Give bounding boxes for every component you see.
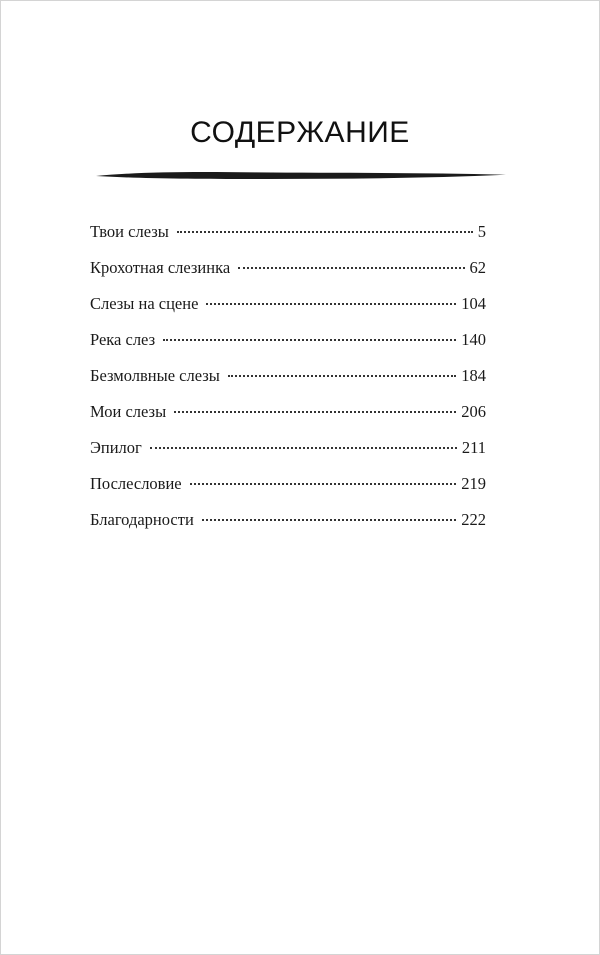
dot-leader	[174, 411, 456, 413]
dot-leader	[206, 303, 456, 305]
toc-entry[interactable]	[90, 326, 486, 362]
dot-leader	[190, 483, 457, 485]
dot-leader	[202, 519, 456, 521]
toc-entry-page: 184	[461, 366, 486, 385]
toc-entry-page: 219	[461, 474, 486, 493]
toc-entry[interactable]	[90, 434, 486, 470]
toc-entry-title: Твои слезы	[90, 222, 169, 241]
toc-entry[interactable]	[90, 398, 486, 434]
table-of-contents	[90, 218, 486, 542]
toc-entry-title: Слезы на сцене	[90, 294, 199, 313]
toc-entry-title: Безмолвные слезы	[90, 366, 220, 385]
toc-entry-title: Река слез	[90, 330, 156, 349]
toc-entry-page: 62	[469, 258, 486, 277]
decorative-brush-rule	[96, 169, 506, 183]
toc-entry-title: Крохотная слезинка	[90, 258, 231, 277]
toc-entry-page: 222	[461, 510, 486, 529]
dot-leader	[228, 375, 456, 377]
toc-entry-title: Благодарности	[90, 510, 194, 529]
toc-entry-page: 104	[461, 294, 486, 313]
toc-entry-title: Эпилог	[90, 438, 142, 457]
toc-entry-title: Мои слезы	[90, 402, 167, 421]
toc-entry[interactable]	[90, 506, 486, 542]
toc-entry-page: 140	[461, 330, 486, 349]
toc-entry-page: 211	[461, 438, 486, 457]
toc-entry[interactable]	[90, 362, 486, 398]
toc-entry-page: 5	[477, 222, 486, 241]
page-title: СОДЕРЖАНИЕ	[190, 116, 410, 149]
dot-leader	[150, 447, 457, 449]
toc-entry-title: Послесловие	[90, 474, 182, 493]
toc-entry-page: 206	[461, 402, 486, 421]
toc-entry[interactable]	[90, 470, 486, 506]
dot-leader	[177, 231, 473, 233]
toc-entry[interactable]	[90, 254, 486, 290]
dot-leader	[163, 339, 456, 341]
toc-entry[interactable]	[90, 290, 486, 326]
dot-leader	[238, 267, 464, 269]
toc-entry[interactable]	[90, 218, 486, 254]
